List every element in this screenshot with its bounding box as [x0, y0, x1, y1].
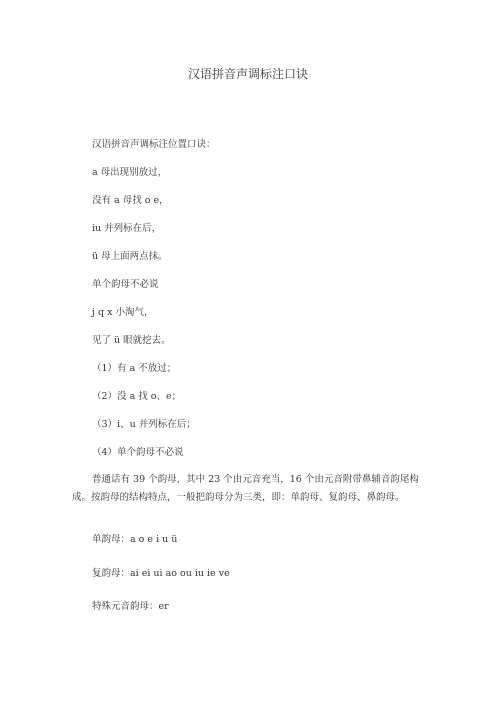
- text-line: （2）没 a 找 o、e；: [92, 391, 182, 402]
- document-title: 汉语拼音声调标注口诀: [187, 67, 308, 81]
- text-line: 没有 a 母找 o e，: [92, 195, 169, 206]
- text-line: （1）有 a 不放过；: [92, 363, 177, 374]
- text-line: 单个韵母不必说: [92, 279, 159, 290]
- text-line: 单韵母：a o e i u ü: [92, 534, 178, 545]
- text-line: a 母出现别放过，: [92, 167, 168, 178]
- text-line: （4）单个韵母不必说: [92, 447, 184, 458]
- text-line: 见了 ü 眼就挖去。: [92, 335, 171, 346]
- text-line: （3）i、u 并列标在后；: [92, 419, 196, 430]
- text-line: ü 母上面两点抹。: [92, 251, 168, 262]
- body-paragraph: 普通话有 39 个韵母，其中 23 个由元音充当，16 个由元音附带鼻辅音韵尾构成。按韵母的结构特点，一般把韵母分为三类，即：单韵母、复韵母、鼻韵母。: [72, 474, 419, 503]
- text-line: 特殊元音韵母：er: [92, 601, 169, 612]
- text-line: j q x 小淘气，: [92, 307, 154, 318]
- text-line: 复韵母：ai ei ui ao ou iu ie ve: [92, 568, 230, 579]
- text-line: 汉语拼音声调标注位置口诀：: [92, 139, 216, 150]
- text-line: iu 并列标在后，: [92, 223, 162, 234]
